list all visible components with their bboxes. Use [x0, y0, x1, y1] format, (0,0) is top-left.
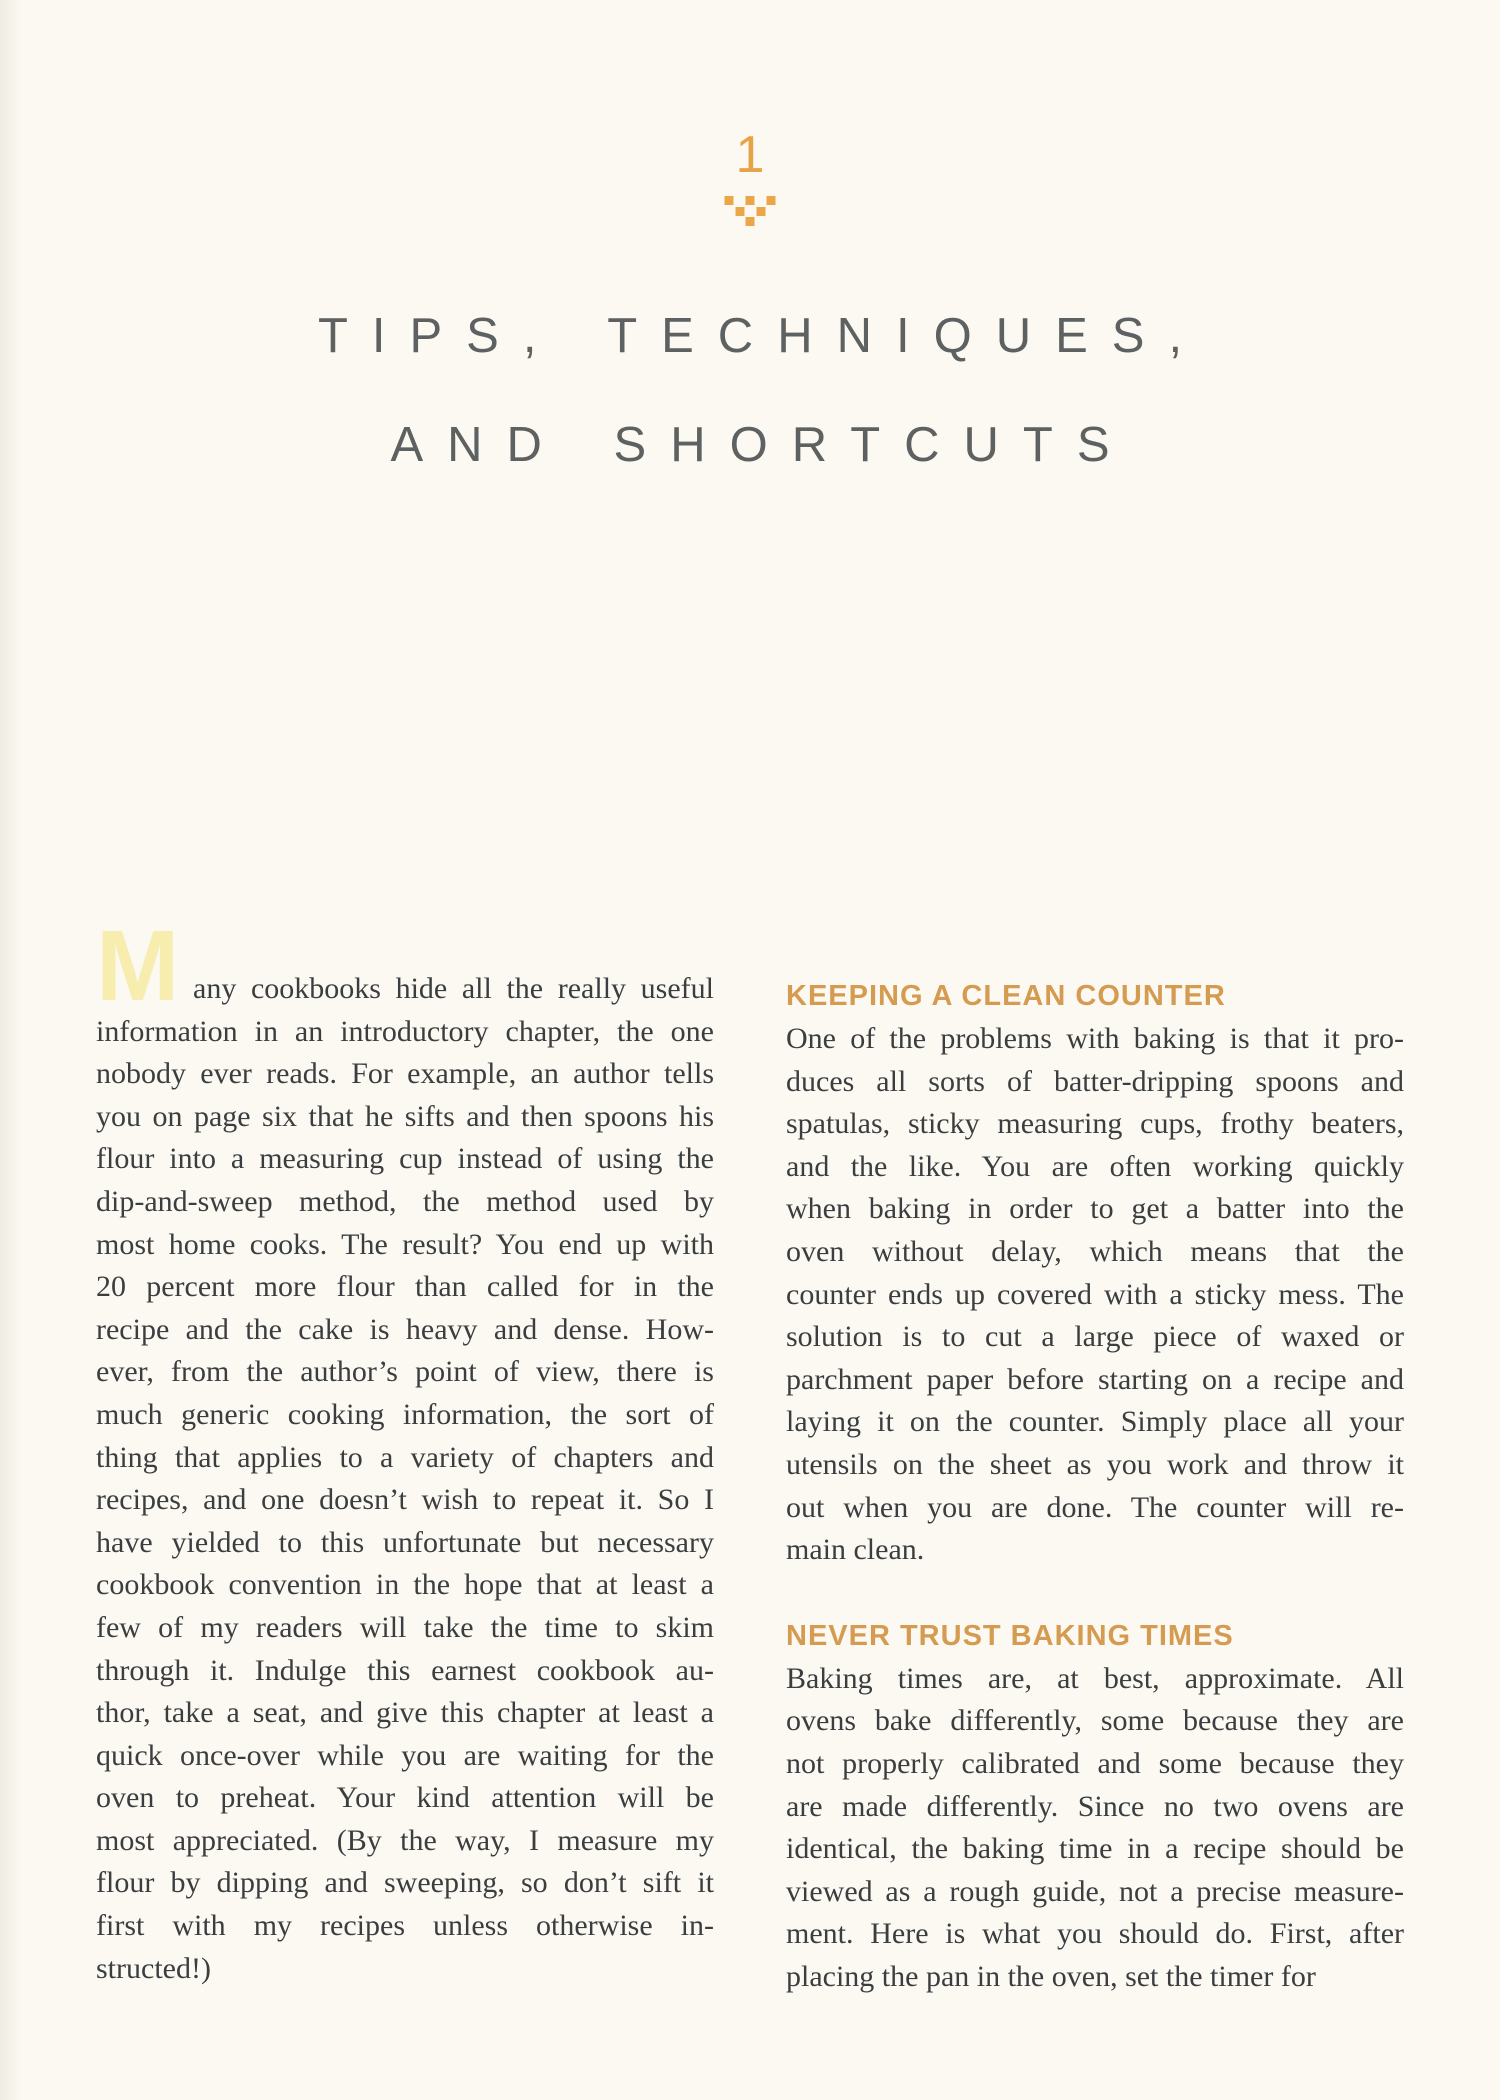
- text-line: thor, take a seat, and give this chapter at least a: [96, 1696, 714, 1730]
- section-heading-never-trust-baking-times: NEVER TRUST BAKING TIMES: [786, 1619, 1234, 1652]
- text-line: flour into a measuring cup instead of using the: [96, 1142, 714, 1176]
- text-line: viewed as a rough guide, not a precise measure-: [786, 1874, 1404, 1908]
- text-line: have yielded to this unfortunate but necessary: [96, 1525, 714, 1559]
- text-line: spatulas, sticky measuring cups, frothy beaters,: [786, 1107, 1404, 1141]
- text-line: structed!): [96, 1951, 211, 1985]
- text-line: first with my recipes unless otherwise in-: [96, 1909, 714, 1943]
- text-line: identical, the baking time in a recipe should be: [786, 1832, 1404, 1866]
- text-line: laying it on the counter. Simply place all your: [786, 1405, 1404, 1439]
- text-line: are made differently. Since no two ovens are: [786, 1789, 1404, 1823]
- intro-paragraph: [96, 968, 714, 1990]
- text-line: main clean.: [786, 1533, 925, 1567]
- text-line: most appreciated. (By the way, I measure my: [96, 1823, 714, 1857]
- section-heading-keeping-a-clean-counter: KEEPING A CLEAN COUNTER: [786, 980, 1226, 1012]
- section-paragraph-clean-counter: [786, 1018, 1404, 1572]
- text-line: recipes, and one doesn’t wish to repeat it. So I: [96, 1483, 714, 1517]
- text-line: parchment paper before starting on a recipe and: [786, 1362, 1404, 1396]
- text-line: oven to preheat. Your kind attention will be: [96, 1781, 714, 1815]
- text-line: placing the pan in the oven, set the timer for: [786, 1959, 1316, 1993]
- text-line: recipe and the cake is heavy and dense. How-: [96, 1312, 714, 1346]
- text-line: information in an introductory chapter, the one: [96, 1014, 714, 1048]
- text-line: few of my readers will take the time to skim: [96, 1610, 714, 1644]
- text-line: dip-and-sweep method, the method used by: [96, 1184, 714, 1218]
- text-line: flour by dipping and sweeping, so don’t sift it: [96, 1866, 714, 1900]
- chapter-title: [0, 309, 1500, 472]
- text-line: much generic cooking information, the sort of: [96, 1397, 714, 1431]
- text-line: out when you are done. The counter will re-: [786, 1490, 1404, 1524]
- text-line: not properly calibrated and some because they: [786, 1746, 1404, 1780]
- text-line: solution is to cut a large piece of waxed or: [786, 1320, 1404, 1354]
- text-line: counter ends up covered with a sticky mess. The: [786, 1277, 1404, 1311]
- text-line: utensils on the sheet as you work and throw it: [786, 1447, 1404, 1481]
- text-line: you on page six that he sifts and then spoons his: [96, 1099, 714, 1133]
- right-column: [786, 981, 1404, 1998]
- chapter-title-line-2: AND SHORTCUTS: [390, 418, 1134, 472]
- chapter-title-line-1: TIPS, TECHNIQUES,: [317, 309, 1207, 363]
- text-line: Baking times are, at best, approximate. All: [786, 1661, 1404, 1695]
- text-line: ever, from the author’s point of view, there is: [96, 1355, 714, 1389]
- text-line: duces all sorts of batter-dripping spoons and: [786, 1064, 1404, 1098]
- text-line: any cookbooks hide all the really useful: [193, 972, 714, 1005]
- text-line: through it. Indulge this earnest cookbook au-: [96, 1653, 714, 1687]
- text-line: when baking in order to get a batter into the: [786, 1192, 1404, 1226]
- text-line: 20 percent more flour than called for in the: [96, 1270, 714, 1304]
- text-line: thing that applies to a variety of chapters and: [96, 1440, 714, 1474]
- text-line: cookbook convention in the hope that at least a: [96, 1568, 714, 1602]
- text-line: ment. Here is what you should do. First, after: [786, 1917, 1404, 1951]
- text-line: ovens bake differently, some because they are: [786, 1704, 1404, 1738]
- drop-cap: M: [96, 910, 180, 1022]
- left-column: [96, 910, 714, 1990]
- text-line: quick once-over while you are waiting for the: [96, 1738, 714, 1772]
- triangle-of-squares-icon: [725, 196, 776, 226]
- text-line: and the like. You are often working quickly: [786, 1149, 1404, 1183]
- section-paragraph-baking-times: [786, 1658, 1404, 1999]
- text-line: oven without delay, which means that the: [786, 1234, 1404, 1268]
- text-line: One of the problems with baking is that it pro-: [786, 1022, 1404, 1055]
- text-line: most home cooks. The result? You end up with: [96, 1227, 714, 1261]
- chapter-number: 1: [735, 126, 765, 184]
- text-line: nobody ever reads. For example, an author tells: [96, 1057, 714, 1091]
